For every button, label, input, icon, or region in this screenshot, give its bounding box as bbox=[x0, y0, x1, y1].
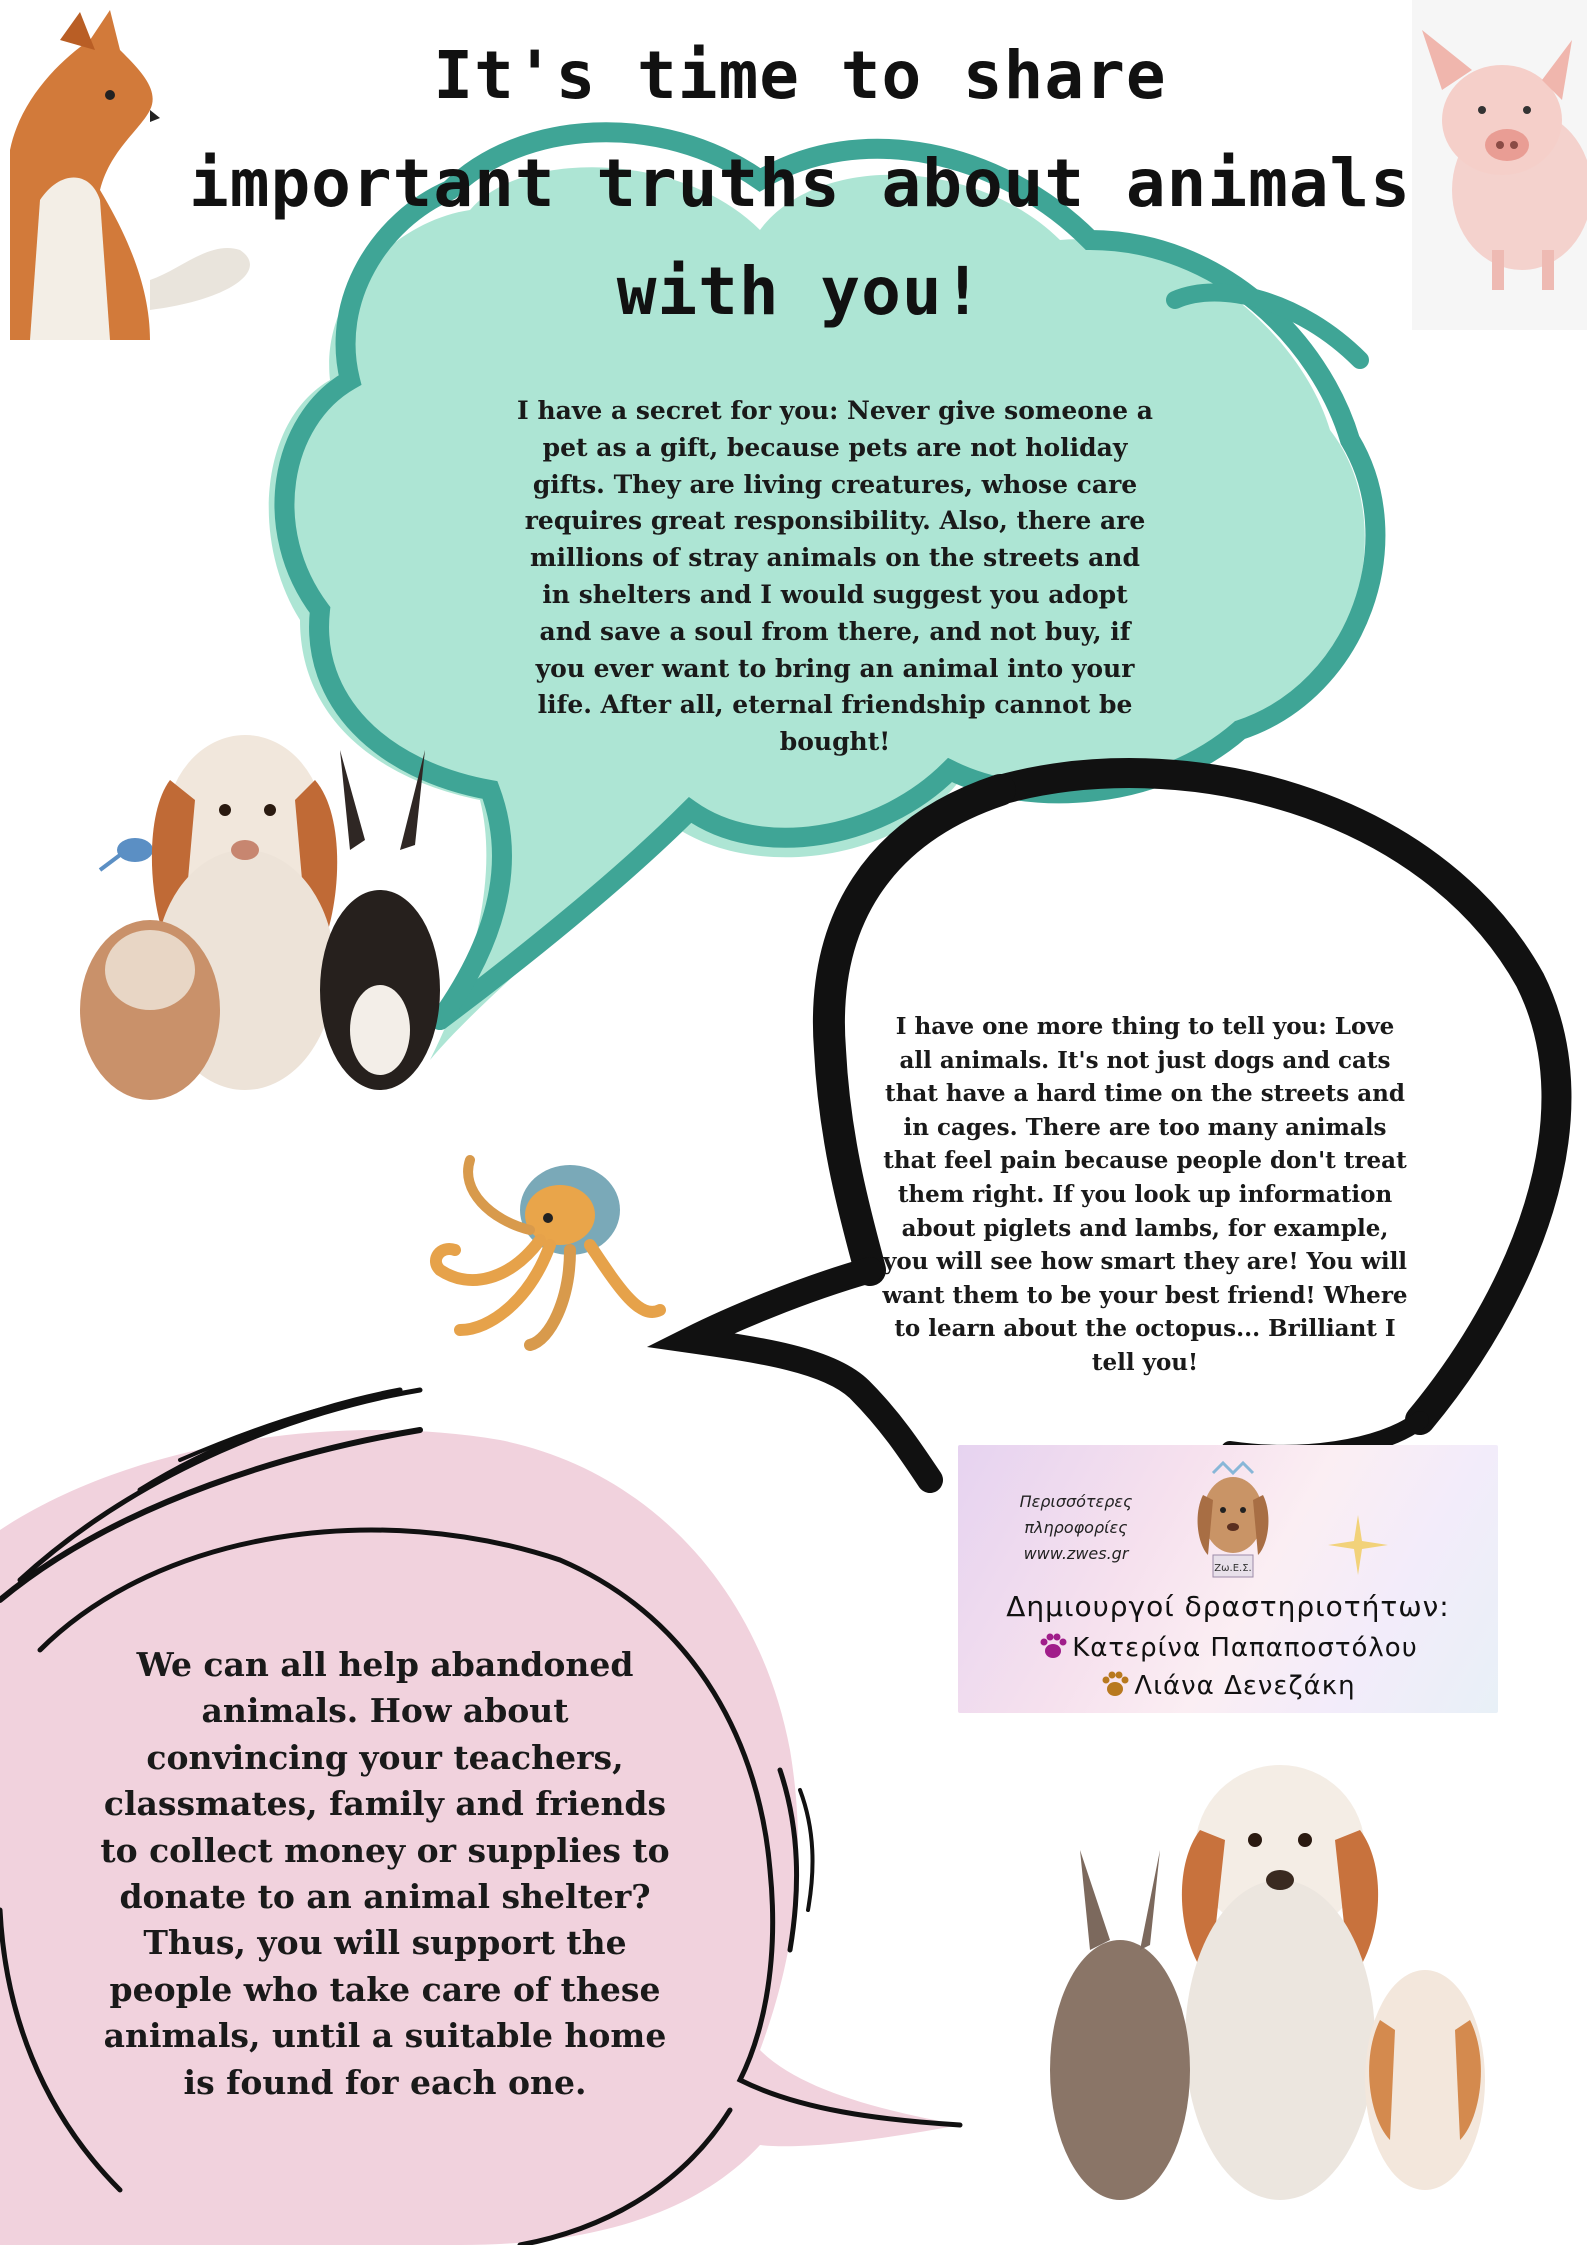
creator-1 bbox=[958, 1632, 1498, 1663]
more-info bbox=[1016, 1489, 1136, 1567]
creator-1-name: Κατερίνα Παπαποστόλου bbox=[1072, 1633, 1418, 1663]
dog-rabbit-illustration bbox=[60, 670, 460, 1110]
paw-icon bbox=[1038, 1632, 1068, 1660]
paw-icon bbox=[1100, 1670, 1130, 1698]
octopus-illustration bbox=[410, 1140, 670, 1360]
more-info-line-2: πληροφορίες bbox=[1024, 1518, 1128, 1537]
logo-label: Ζω.Ε.Σ. bbox=[1214, 1563, 1252, 1574]
more-info-line-1: Περισσότερες bbox=[1019, 1492, 1133, 1511]
creator-2-name: Λιάνα Δενεζάκη bbox=[1134, 1671, 1356, 1701]
creator-2 bbox=[958, 1670, 1498, 1701]
sparkle-icon bbox=[1328, 1515, 1388, 1575]
one-more-thing-bubble-text: I have one more thing to tell you: Love all animals. It's not just dogs and cats that have a hard time on the streets and in cages. There are too many animals that feel pain because people don't treat them right. If you look up information about piglets and lambs, for example, you will see how smart they are! You will want them to be your best friend! Where to learn about the octopus... Brilliant I tell you! bbox=[882, 1013, 1408, 1376]
dog-rabbit-puppy-illustration bbox=[1010, 1740, 1500, 2220]
secret-bubble-text: I have a secret for you: Never give someone a pet as a gift, because pets are not holiday gifts. They are living creatures, whose care requires great responsibility. Also, there are millions of stray animals on the streets and in shelters and I would suggest you adopt and save a soul from there, and not buy, if you ever want to bring an animal into your life. After all, eternal friendship cannot be bought! bbox=[517, 396, 1153, 757]
credits-card bbox=[958, 1445, 1498, 1713]
title-line-3: with you! bbox=[616, 253, 984, 330]
creators-label: Δημιουργοί δραστηριοτήτων: bbox=[1006, 1590, 1450, 1623]
help-bubble-text: We can all help abandoned animals. How about convincing your teachers, classmates, family and friends to collect money or supplies to donate to an animal shelter? Thus, you will support the people who take care of these animals, until a suitable home is found for each one. bbox=[100, 1645, 670, 2102]
website-link[interactable]: www.zwes.gr bbox=[1023, 1544, 1129, 1563]
title-line-1: It's time to share bbox=[433, 37, 1167, 114]
page-title bbox=[100, 22, 1500, 346]
title-line-2: important truths about animals bbox=[188, 145, 1412, 222]
zwes-logo bbox=[1173, 1455, 1293, 1595]
